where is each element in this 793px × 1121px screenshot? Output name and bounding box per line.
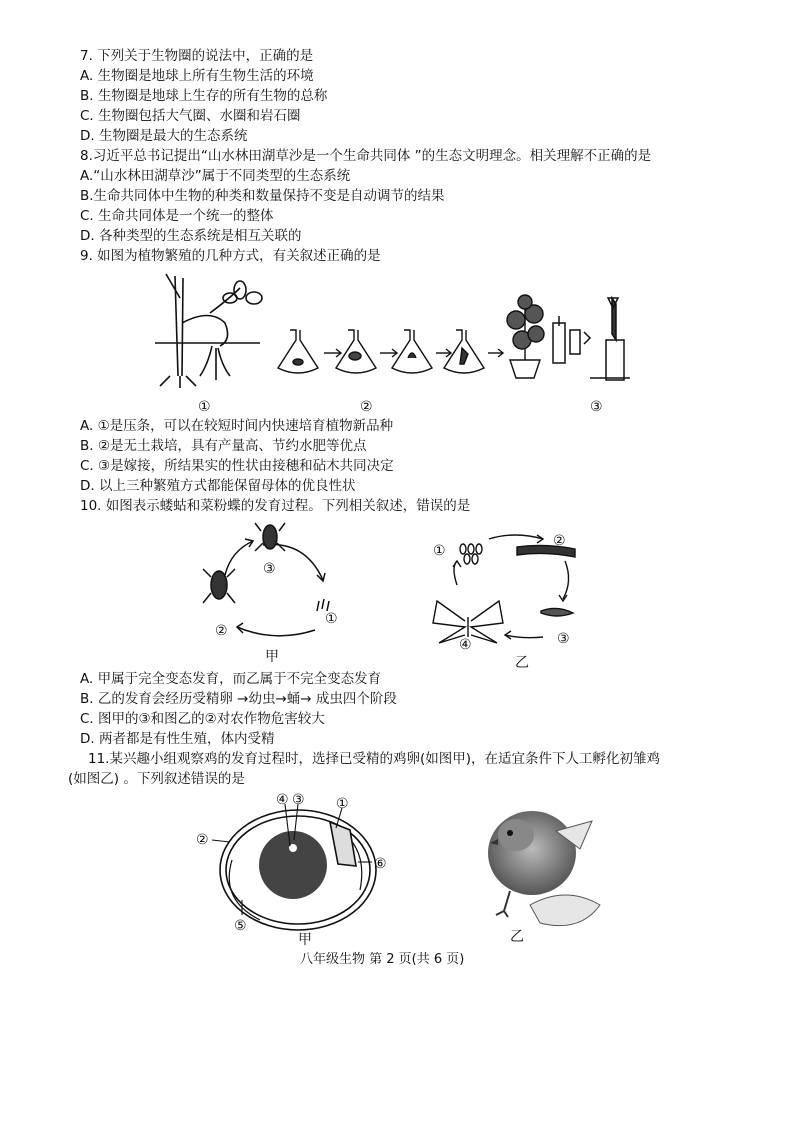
page-footer: 八年级生物 第 2 页(共 6 页) (300, 952, 465, 967)
q7-stem: 7. 下列关于生物圈的说法中，正确的是 (80, 48, 314, 64)
q11-stem-line-2: (如图乙) 。下列叙述错误的是 (68, 771, 245, 787)
mole-cricket-cycle-drawing (203, 523, 329, 636)
chick-eye-drawing (507, 830, 513, 836)
q8-stem: 8.习近平总书记提出“山水林田湖草沙是一个生命共同体 ”的生态文明理念。相关理解不正确的是 (80, 148, 652, 164)
tissue-culture-drawing (278, 295, 544, 378)
q10-jia-label-2: ② (215, 623, 228, 639)
q10-jia-label-1: ① (325, 611, 338, 627)
yolk-drawing (259, 831, 327, 899)
q10-option-d: D. 两者都是有性生殖，体内受精 (80, 731, 275, 747)
q9-option-b: B. ②是无土栽培，具有产量高、节约水肥等优点 (80, 438, 367, 454)
q8-option-a: A.“山水林田湖草沙”属于不同类型的生态系统 (80, 168, 351, 184)
q10-option-b: B. 乙的发育会经历受精卵 →幼虫→蛹→ 成虫四个阶段 (80, 691, 397, 707)
q11-egg-label-4: ④ (276, 792, 289, 808)
q11-caption-jia: 甲 (298, 932, 312, 948)
chick-body-drawing (488, 811, 576, 895)
q10-jia-label-3: ③ (263, 561, 276, 577)
q10-figure-yi (425, 525, 595, 670)
q11-egg-label-5: ⑤ (234, 918, 247, 934)
q11-chick-figure (470, 795, 610, 945)
chick-head-drawing (498, 819, 534, 851)
q10-stem: 10. 如图表示蝼蛄和菜粉蝶的发育过程。下列相关叙述，错误的是 (80, 498, 471, 514)
q10-jia-caption: 甲 (265, 649, 279, 665)
q9-option-d: D. 以上三种繁殖方式都能保留母体的优良性状 (80, 478, 356, 494)
q11-egg-label-6: ⑥ (374, 856, 387, 872)
q9-label-2: ② (360, 399, 373, 415)
grafting-drawing (553, 298, 630, 380)
q11-stem-line-1: 11.某兴趣小组观察鸡的发育过程时，选择已受精的鸡卵(如图甲)，在适宜条件下人工孵化初雏鸡 (88, 751, 661, 767)
q10-yi-caption: 乙 (515, 655, 529, 670)
cabbage-butterfly-cycle-drawing (433, 535, 575, 643)
shell-bottom-drawing (530, 895, 600, 926)
q11-egg-figure (190, 790, 410, 950)
chick-leg-drawing (496, 891, 510, 917)
q10-yi-label-2: ② (553, 533, 566, 549)
q9-option-a: A. ①是压条，可以在较短时间内快速培育植物新品种 (80, 418, 394, 434)
q8-option-c: C. 生命共同体是一个统一的整体 (80, 208, 274, 224)
q10-yi-label-4: ④ (459, 637, 472, 653)
q7-option-d: D. 生物圈是最大的生态系统 (80, 128, 248, 144)
q8-option-b: B.生命共同体中生物的种类和数量保持不变是自动调节的结果 (80, 188, 445, 204)
q9-label-3: ③ (590, 399, 603, 415)
q7-option-a: A. 生物圈是地球上所有生物生活的环境 (80, 68, 314, 84)
layering-drawing (155, 274, 262, 388)
q9-stem: 9. 如图为植物繁殖的几种方式，有关叙述正确的是 (80, 248, 381, 264)
q7-option-b: B. 生物圈是地球上生存的所有生物的总称 (80, 88, 328, 104)
q11-egg-label-1: ① (336, 796, 349, 812)
q10-option-c: C. 图甲的③和图乙的②对农作物危害较大 (80, 711, 325, 727)
q8-option-d: D. 各种类型的生态系统是相互关联的 (80, 228, 302, 244)
q10-option-a: A. 甲属于完全变态发育，而乙属于不完全变态发育 (80, 671, 382, 687)
q11-caption-yi: 乙 (510, 929, 524, 945)
q10-yi-label-3: ③ (557, 631, 570, 647)
q11-egg-label-3: ③ (292, 792, 305, 808)
q9-label-1: ① (198, 399, 211, 415)
q9-propagation-figure (150, 268, 650, 416)
q11-egg-label-2: ② (196, 832, 209, 848)
q10-yi-label-1: ① (433, 543, 446, 559)
q9-option-c: C. ③是嫁接，所结果实的性状由接穗和砧木共同决定 (80, 458, 394, 474)
q10-figure-jia (195, 515, 355, 665)
q7-option-c: C. 生物圈包括大气圈、水圈和岩石圈 (80, 108, 301, 124)
